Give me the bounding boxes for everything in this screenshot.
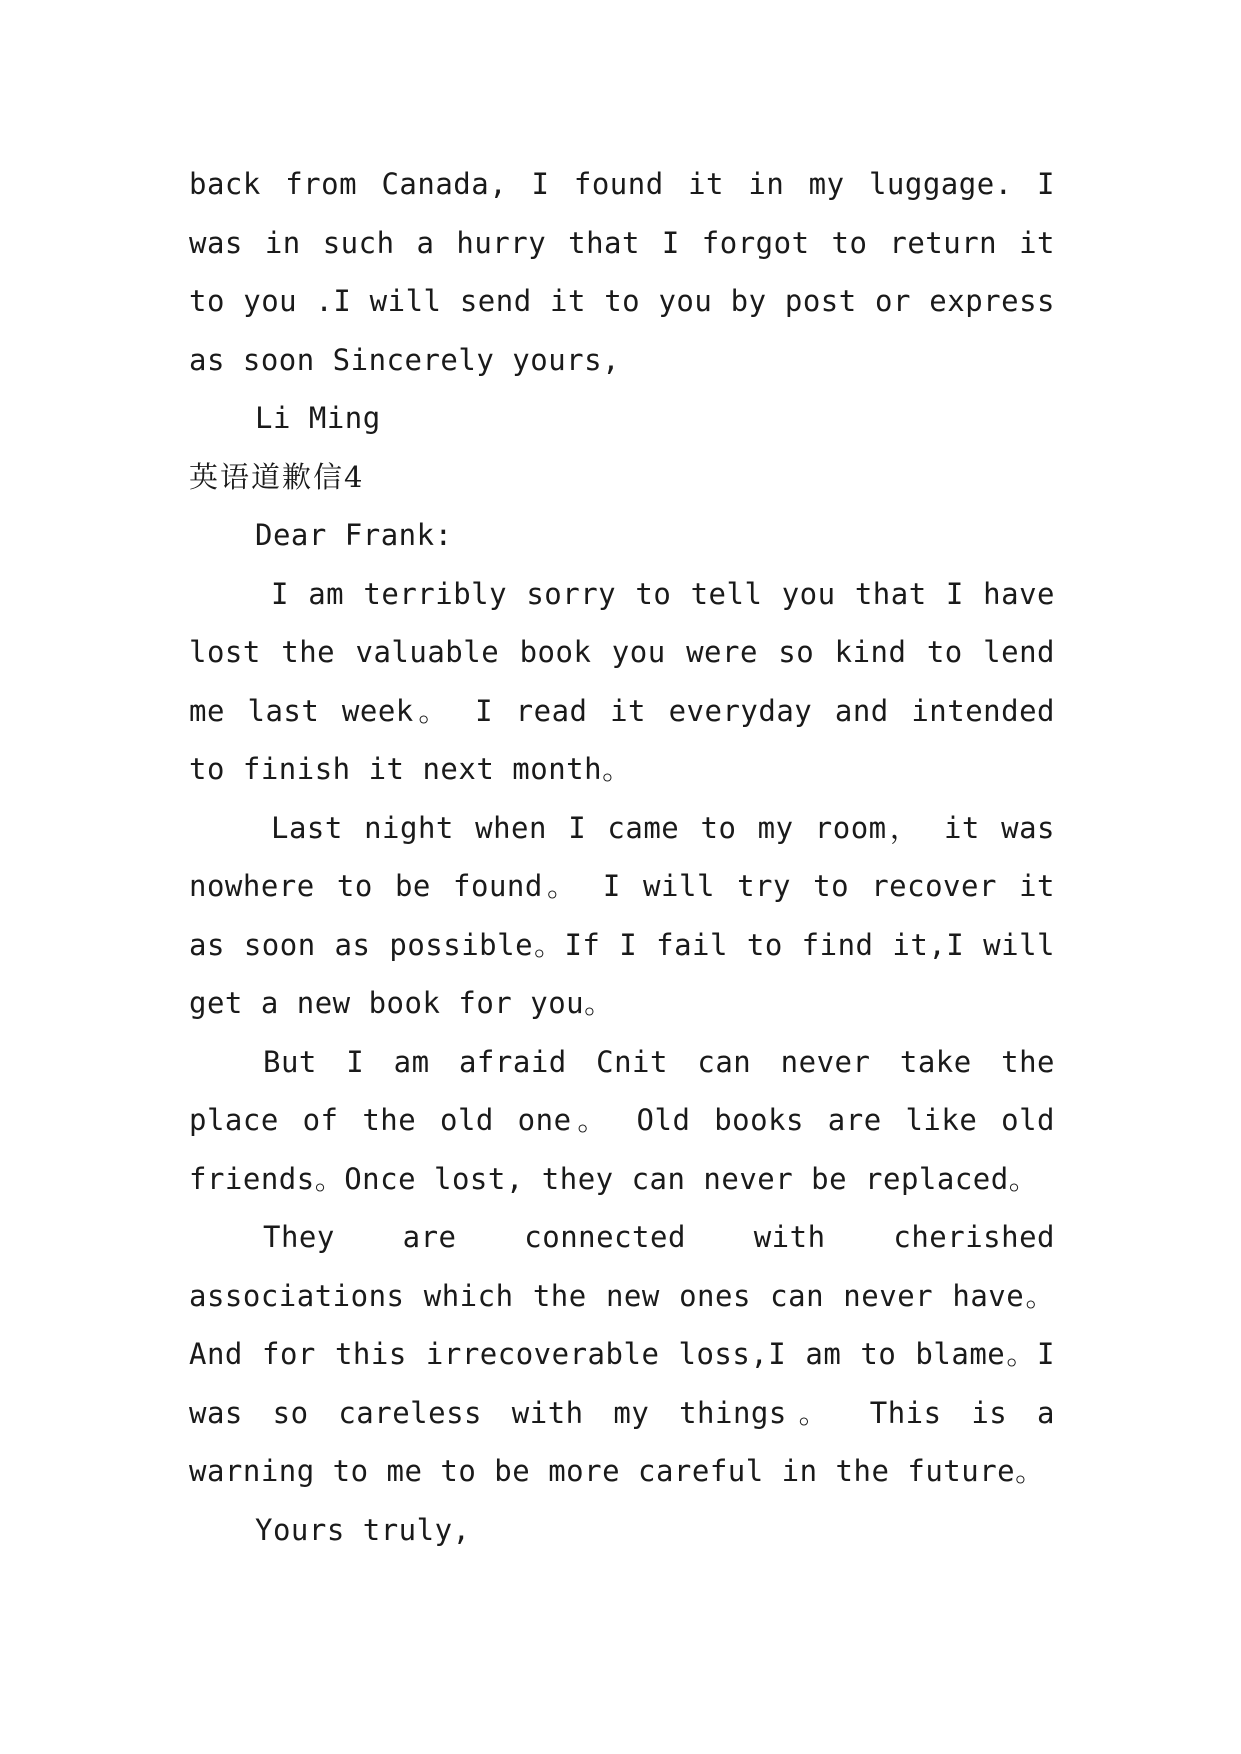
salutation: Dear Frank: <box>255 518 453 552</box>
signature-li-ming: Li Ming <box>255 401 381 435</box>
continued-paragraph: back from Canada, I found it in my luggage. I was in such a hurry that I forgot to return it to you .I will send it to you by post or express as soon Sincerely yours, <box>189 167 1055 377</box>
body-paragraph-3: But I am afraid Cnit can never take the place of the old one。 Old books are like old friends。Once lost, they can never be replaced。 <box>189 1044 1055 1196</box>
section-heading: 英语道歉信4 <box>189 459 365 494</box>
body-paragraph-4: They are connected with cherished associations which the new ones can never have。 And for this irrecoverable loss,I am to blame。I was so careless with my things。 This is a warning to me to be more careful in the future。 <box>189 1220 1055 1488</box>
document-page <box>189 155 1055 1559</box>
body-paragraph-1: I am terribly sorry to tell you that I have lost the valuable book you were so kind to lend me last week。 I read it everyday and intended to finish it next month。 <box>189 576 1055 786</box>
body-paragraph-2: Last night when I came to my room， it was nowhere to be found。 I will try to recover it as soon as possible。If I fail to find it,I will get a new book for you。 <box>189 810 1055 1020</box>
closing: Yours truly, <box>255 1512 471 1547</box>
